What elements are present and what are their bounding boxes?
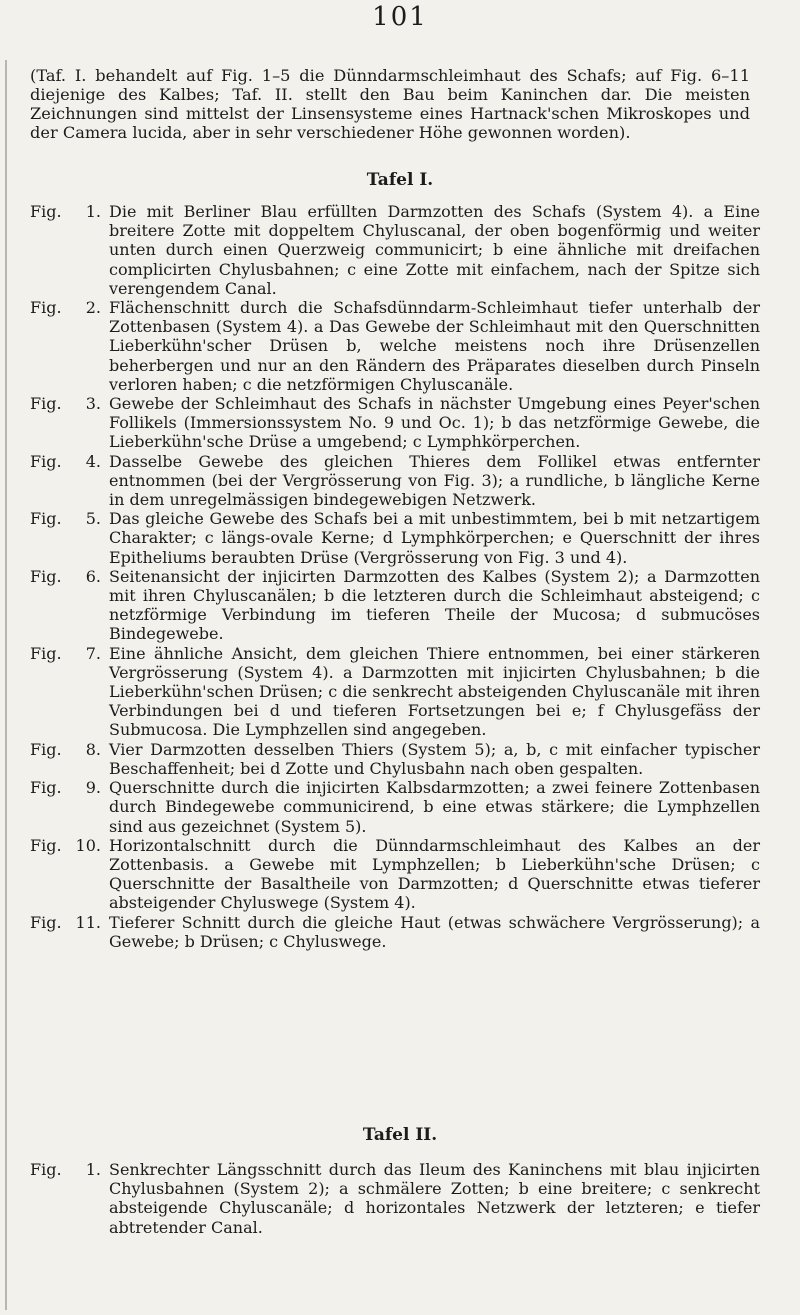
figure-label: Fig. xyxy=(30,566,62,586)
plate-title-1: Tafel I. xyxy=(366,170,434,190)
figure-number: 10. xyxy=(75,835,101,855)
figure-entry xyxy=(30,778,760,836)
figure-entry xyxy=(30,394,760,452)
figure-number: 1. xyxy=(85,202,101,221)
figure-caption: Vier Darmzotten desselben Thiers (System 5); a, b, c mit einfacher typischer Beschaffenheit; bei d Zotte und Chylusbahn nach oben gespalten. xyxy=(109,739,760,778)
figure-entry xyxy=(30,452,760,510)
figure-number: 6. xyxy=(85,566,101,586)
figure-number: 3. xyxy=(85,394,101,414)
figure-caption: Die mit Berliner Blau erfüllten Darmzotten des Schafs (System 4). a Eine breitere Zotte mit doppeltem Chyluscanal, der oben bogenförmig und weiter unten durch einen Querzweig communicirt; b eine ähnliche mit dreifachen complicirten Chylusbahnen; c eine Zotte mit einfachem, nach der Spitze sich verengendem Canal. xyxy=(109,202,760,298)
figure-entry xyxy=(30,202,760,298)
figure-caption: Senkrechter Längsschnitt durch das Ileum des Kaninchens mit blau injicirten Chylusbahnen (System 2); a schmälere Zotten; b eine breitere; c senkrecht absteigende Chyluscanäle; d horizontales Netzwerk der letzteren; e tiefer abtretender Canal. xyxy=(109,1160,760,1237)
figure-number: 7. xyxy=(85,643,101,663)
intro-text: (Taf. I. behandelt auf Fig. 1–5 die Dünndarmschleimhaut des Schafs; auf Fig. 6–11 diejenige des Kalbes; Taf. II. stellt den Bau beim Kaninchen dar. Die meisten Zeichnungen sind mittelst der Linsensysteme eines Hartnack'schen Mikroskopes und der Camera lucida, aber in sehr verschiedener Höhe gewonnen worden). xyxy=(30,66,750,142)
plate-2-figures xyxy=(30,1160,760,1237)
figure-label: Fig. xyxy=(30,739,62,759)
figure-caption: Eine ähnliche Ansicht, dem gleichen Thiere entnommen, bei einer stärkeren Vergrösserung (System 4). a Darmzotten mit injicirten Chylusbahnen; b die Lieberkühn'schen Drüsen; c die senkrecht absteigenden Chyluscanäle mit ihren Verbindungen bei d und tieferen Fortsetzungen bei e; f Chylusgefäss der Submucosa. Die Lymphzellen sind angegeben. xyxy=(109,643,760,740)
figure-number: 11. xyxy=(75,912,101,932)
figure-caption: Tieferer Schnitt durch die gleiche Haut (etwas schwächere Vergrösserung); a Gewebe; b Drüsen; c Chyluswege. xyxy=(109,912,760,951)
figure-number: 4. xyxy=(85,451,101,471)
figure-caption: Dasselbe Gewebe des gleichen Thieres dem Follikel etwas entfernter entnommen (bei der Vergrösserung von Fig. 3); a rundliche, b längliche Kerne in dem unregelmässigen bindegewebigen Netzwerk. xyxy=(109,451,760,510)
figure-label: Fig. xyxy=(30,298,62,318)
figure-label: Fig. xyxy=(30,912,62,932)
page-number: 101 xyxy=(372,2,428,32)
page-edge-shadow xyxy=(5,60,7,1310)
figure-number: 1. xyxy=(85,1160,101,1179)
figure-caption: Seitenansicht der injicirten Darmzotten des Kalbes (System 2); a Darmzotten mit ihren Chyluscanälen; b die letzteren durch die Schleimhaut absteigend; c netzförmige Verbindung im tieferen Theile der Mucosa; d submucöses Bindegewebe. xyxy=(109,566,760,644)
intro-paragraph xyxy=(30,66,750,142)
figure-label: Fig. xyxy=(30,835,62,855)
figure-entry xyxy=(30,1160,760,1237)
figure-label: Fig. xyxy=(30,1160,62,1179)
figure-caption: Horizontalschnitt durch die Dünndarmschleimhaut des Kalbes an der Zottenbasis. a Gewebe mit Lymphzellen; b Lieberkühn'sche Drüsen; c Querschnitte der Basaltheile von Darmzotten; d Querschnitte etwas tieferer absteigender Chyluswege (System 4). xyxy=(109,835,760,913)
figure-number: 2. xyxy=(85,298,101,318)
figure-caption: Querschnitte durch die injicirten Kalbsdarmzotten; a zwei feinere Zottenbasen durch Bindegewebe communicirend, b eine etwas stärkere; die Lymphzellen sind aus gezeichnet (System 5). xyxy=(109,778,760,836)
figure-entry xyxy=(30,913,760,951)
figure-entry xyxy=(30,567,760,644)
figure-number: 9. xyxy=(85,778,101,798)
figure-entry xyxy=(30,836,760,913)
figure-number: 8. xyxy=(85,739,101,759)
figure-caption: Flächenschnitt durch die Schafsdünndarm-Schleimhaut tiefer unterhalb der Zottenbasen (System 4). a Das Gewebe der Schleimhaut mit den Querschnitten Lieberkühn'scher Drüsen b, welche meistens noch ihre Drüsenzellen beherbergen und nur an den Rändern des Präparates dieselben durch Pinseln verloren haben; c die netzförmigen Chyluscanäle. xyxy=(109,298,760,394)
figure-label: Fig. xyxy=(30,394,62,414)
figure-label: Fig. xyxy=(30,643,62,663)
figure-caption: Gewebe der Schleimhaut des Schafs in nächster Umgebung eines Peyer'schen Follikels (Immersionssystem No. 9 und Oc. 1); b das netzförmige Gewebe, die Lieberkühn'sche Drüse a umgebend; c Lymphkörperchen. xyxy=(109,394,760,452)
figure-entry xyxy=(30,509,760,567)
figure-number: 5. xyxy=(85,509,101,529)
figure-label: Fig. xyxy=(30,202,62,221)
figure-entry xyxy=(30,298,760,394)
figure-caption: Das gleiche Gewebe des Schafs bei a mit unbestimmtem, bei b mit netzartigem Charakter; c längs-ovale Kerne; d Lymphkörperchen; e Querschnitt der ihres Epitheliums beraubten Drüse (Vergrösserung von Fig. 3 und 4). xyxy=(109,509,760,567)
figure-label: Fig. xyxy=(30,778,62,798)
figure-label: Fig. xyxy=(30,509,62,529)
figure-entry xyxy=(30,740,760,778)
plate-1-figures xyxy=(30,202,760,951)
figure-label: Fig. xyxy=(30,451,62,471)
plate-title-2: Tafel II. xyxy=(362,1125,438,1145)
figure-entry xyxy=(30,644,760,740)
